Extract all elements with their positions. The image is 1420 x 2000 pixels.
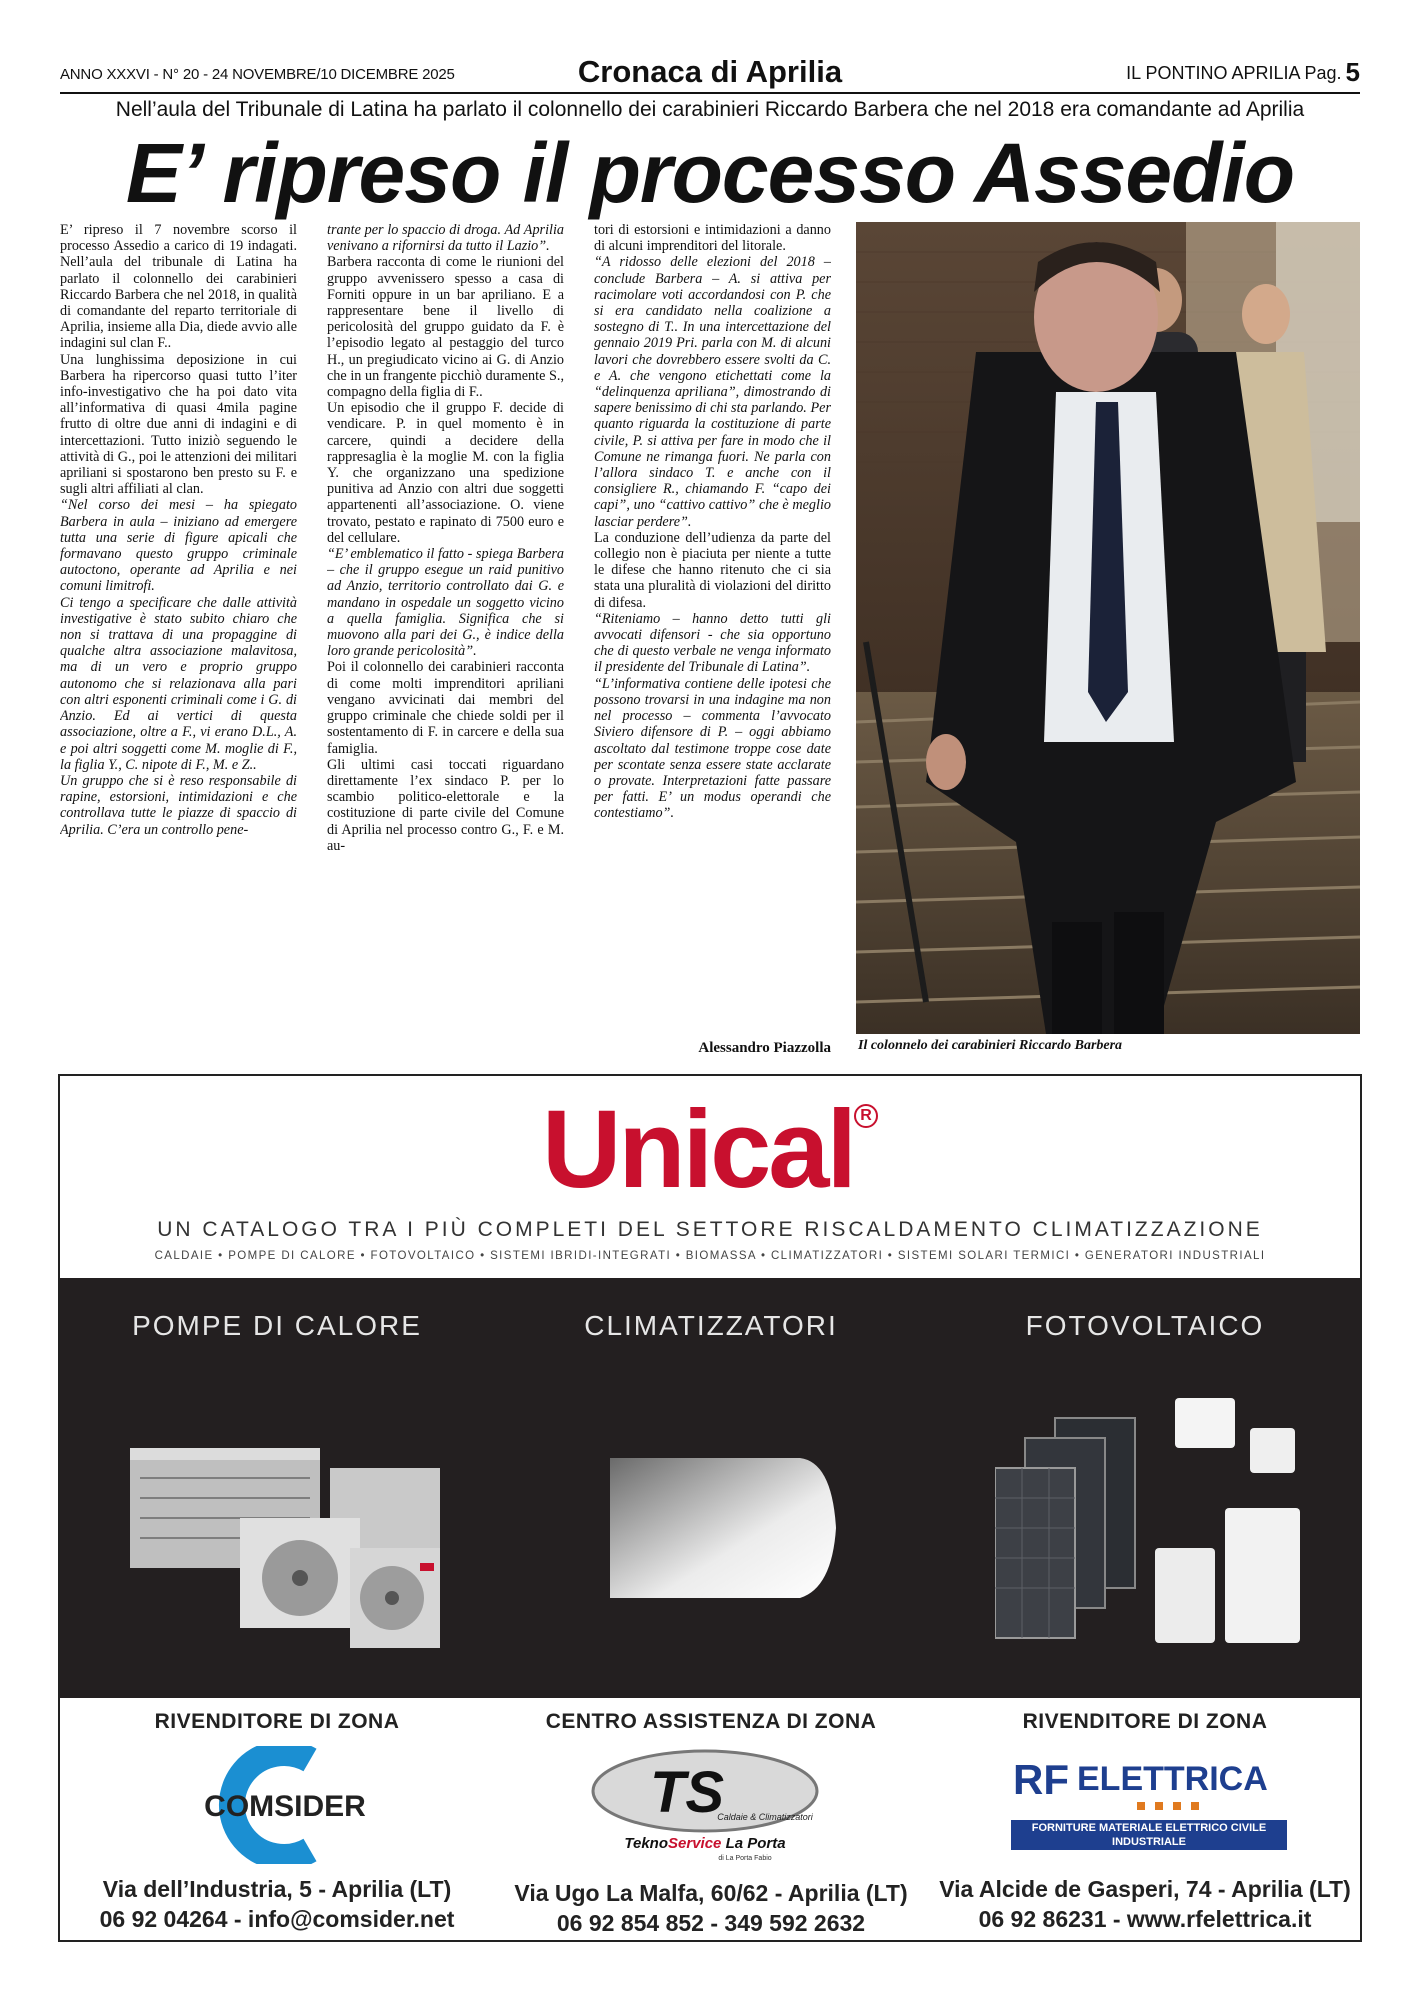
article-column-2 <box>327 222 564 1062</box>
rf-logo-text: ELETTRICA <box>1077 1760 1268 1798</box>
heat-pump-image <box>130 1398 450 1658</box>
article-paragraph: Gli ultimi casi toccati riguardano direttamente l’ex sindaco P. per lo scambio politico-elettorale e la costituzione di parte civile del Comune di Aprilia nel processo contro G., F. e M. au- <box>327 756 564 854</box>
dealer-address <box>60 1874 494 1934</box>
article-headline: E’ ripreso il processo Assedio <box>125 126 1295 220</box>
dealers-section <box>60 1698 1360 1942</box>
teknoservice-logo <box>575 1746 845 1866</box>
ts-logo-text: TS <box>649 1760 725 1825</box>
dealer-street: Via Alcide de Gasperi, 74 - Aprilia (LT) <box>939 1876 1351 1902</box>
article-paragraph: Poi il colonnello dei carabinieri racconta di come molti imprenditori apriliani vengano avvicinati dai membri del gruppo criminale che chiede soldi per il sostentamento di F. in carcere e della sua famiglia. <box>327 659 564 757</box>
article-paragraph: Un episodio che il gruppo F. decide di vendicare. P. in quel momento è in carcere, quindi a decidere della rappresaglia è la moglie M. con la figlia Y. che organizzano una spedizione punitiva ad Anzio con altri due soggetti appartenenti all’associazione. O. viene trovato, pestato e rapinato di 7500 euro e del cellulare. <box>327 400 564 546</box>
ad-categories: CALDAIE • POMPE DI CALORE • FOTOVOLTAICO • SISTEMI IBRIDI-INTEGRATI • BIOMASSA • CLIMATIZZATORI • SISTEMI SOLARI TERMICI • GENERATORI INDUSTRIALI <box>154 1250 1266 1262</box>
product-air-conditioners-title: CLIMATIZZATORI <box>584 1310 838 1341</box>
photovoltaic-image <box>995 1398 1315 1648</box>
dealer-contact: 06 92 04264 - info@comsider.net <box>99 1906 455 1932</box>
article-paragraph: “Nel corso dei mesi – ha spiegato Barbera in aula – iniziano ad emergere tutta una serie di figure apicali che formavano questo gruppo criminale autoctono, operante ad Aprilia e nei comuni limitrofi. <box>60 497 297 595</box>
unical-logo <box>60 1086 1360 1213</box>
ts-logo-sub: Caldaie & Climatizzatori <box>717 1812 813 1822</box>
article-paragraph: “E’ emblematico il fatto - spiega Barbera – che il gruppo esegue un raid punitivo ad Anzio, territorio controllato dai G. e mandano in ospedale un soggetto vicino a quella famiglia. Significa che si muovono alla pari dei G., è indice della loro grande pericolosità”. <box>327 546 564 660</box>
ad-tagline: UN CATALOGO TRA I PIÙ COMPLETI DEL SETTORE RISCALDAMENTO CLIMATIZZAZIONE <box>157 1218 1263 1241</box>
dealer-contact: 06 92 854 852 - 349 592 2632 <box>556 1910 866 1936</box>
article-paragraph: Barbera racconta di come le riunioni del gruppo avvenissero spesso a casa di Forniti oppure in un bar apriliano. E a rappresentare bene il livello di pericolosità del gruppo guidato da F. è l’episodio legato al pestaggio del turco H., un pregiudicato vicino ai G. di Anzio che in un frangente picchiò duramente S., compagno della figlia di F.. <box>327 254 564 401</box>
article-column-3 <box>594 222 831 1062</box>
article-paragraph: trante per lo spaccio di droga. Ad Aprilia venivano a rifornirsi da tutto il Lazio”. <box>327 222 564 255</box>
dealer-title: CENTRO ASSISTENZA DI ZONA <box>545 1710 877 1733</box>
article-paragraph: Un gruppo che si è reso responsabile di rapine, estorsioni, intimidazioni e che controllava tutte le piazze di spaccio di Aprilia. C’era un controllo pene- <box>60 772 297 838</box>
dealer-address <box>928 1874 1362 1934</box>
registered-mark: R <box>854 1104 878 1128</box>
comsider-logo <box>150 1746 420 1864</box>
article-kicker: Nell’aula del Tribunale di Latina ha parlato il colonnello dei carabinieri Riccardo Barbera che nel 2018 era comandante ad Aprilia <box>115 98 1305 121</box>
section-title: Cronaca di Aprilia <box>577 54 843 89</box>
article-paragraph: “Riteniamo – hanno detto tutti gli avvocati difensori - che sia opportuno che di questo verbale ne venga informato il presidente del Tribunale di Latina”. <box>594 610 831 676</box>
article-paragraph: tori di estorsioni e intimidazioni a danno di alcuni imprenditori del litorale. <box>594 222 831 255</box>
dealer-street: Via dell’Industria, 5 - Aprilia (LT) <box>102 1876 452 1902</box>
article-paragraph: “L’informativa contiene delle ipotesi che possono trovarsi in una indagine ma non nel processo – commenta l’avvocato Siviero difensore di P. – oggi abbiamo ascoltato dal testimone troppe cose date per scontate senza essere state acclarate o provate. Interpretazioni fatte passare per fatti. E’ un modus operandi che contestiamo”. <box>594 675 831 822</box>
article-paragraph: E’ ripreso il 7 novembre scorso il processo Assedio a carico di 19 indagati. Nell’aula del tribunale di Latina ha parlato il colonnello dei carabinieri Riccardo Barbera che nel 2018, in qualità di comandante del reparto territoriale di Aprilia, insieme alla Dia, diede avvio alle indagini sul clan F.. <box>60 222 297 352</box>
dealer-title: RIVENDITORE DI ZONA <box>154 1710 400 1733</box>
photo-illustration <box>856 222 1360 1034</box>
dealer-comsider <box>60 1710 494 1734</box>
paper-name: IL PONTINO APRILIA Pag. <box>1126 63 1342 83</box>
dealer-teknoservice <box>494 1710 928 1734</box>
dealer-address <box>494 1878 928 1938</box>
issue-line: ANNO XXXVI - N° 20 - 24 NOVEMBRE/10 DICEMBRE 2025 <box>60 66 455 83</box>
comsider-logo-text: COMSIDER <box>204 1790 366 1823</box>
article-paragraph: “A ridosso delle elezioni del 2018 – conclude Barbera – A. si attiva per racimolare voti accordandosi con P. che si era candidato nella coalizione a sostegno di T.. In una intercettazione del gennaio 2019 Pri. parla con M. di alcuni lavori che dovrebbero essere svolti da C. e A. che vengono etichettati come la “delinquenza apriliana”, dimostrando di sapere benissimo di chi sta parlando. Per quanto riguarda la costituzione di parte civile, P. si attiva per fare in modo che il Comune ne rimanga fuori. Ne parla con l’allora sindaco T. e anche con il consigliere R., chiamando F. “capo dei capi”, uno “cattivo cattivo” che è meglio lasciar perdere”. <box>594 254 831 530</box>
dealer-contact: 06 92 86231 - www.rfelettrica.it <box>978 1906 1312 1932</box>
article-paragraph: Ci tengo a specificare che dalle attività investigative è stato subito chiaro che non si trattava di una propaggine di qualche altra associazione malavitosa, ma di un vero e proprio gruppo autonomo che si relazionava alla pari con altri esponenti criminali come i G. di Anzio. Ed ai vertici di questa associazione, oltre a F., vi erano D.L., A. e poi altri soggetti come M. moglie di F., la figlia Y., C. nipote di F., M. e Z.. <box>60 594 297 773</box>
unical-brand: Unical <box>541 1088 855 1211</box>
air-conditioner-image <box>600 1438 840 1618</box>
article-photo <box>856 222 1360 1034</box>
product-heat-pumps-title: POMPE DI CALORE <box>132 1310 422 1341</box>
page-number: 5 <box>1345 57 1360 87</box>
product-photovoltaic-title: FOTOVOLTAICO <box>1025 1310 1265 1341</box>
rf-logo-mark: RF <box>1013 1756 1069 1803</box>
header-rule <box>60 92 1360 94</box>
dealer-street: Via Ugo La Malfa, 60/62 - Aprilia (LT) <box>514 1880 908 1906</box>
byline: Alessandro Piazzolla <box>698 1040 831 1056</box>
page-label <box>1126 57 1360 87</box>
article-paragraph: Una lunghissima deposizione in cui Barbera ha ripercorso quasi tutto l’iter info-investigativo che ha poi dato vita all’informativa di quasi 4mila pagine frutto di oltre due anni di indagini e di intercettazioni. Tutto iniziò seguendo le attività di G., poi le attenzioni dei militari apriliani si spostarono ben presto su F. e sugli altri affiliati al clan. <box>60 351 297 498</box>
product-panel <box>60 1278 1360 1698</box>
dealer-title: RIVENDITORE DI ZONA <box>1022 1710 1268 1733</box>
ts-logo-small: di La Porta Fabio <box>718 1855 772 1862</box>
photo-caption: Il colonnelo dei carabinieri Riccardo Barbera <box>858 1038 1123 1053</box>
unical-advertisement <box>58 1074 1362 1942</box>
ts-logo-name: TeknoService La Porta <box>624 1835 786 1852</box>
article-column-1 <box>60 222 297 1062</box>
dealer-rfelettrica <box>928 1710 1362 1734</box>
article-paragraph: La conduzione dell’udienza da parte del collegio non è piaciuta per niente a tutte le difese che hanno ritenuto che ci sia stata una pluralità di violazioni del diritto di difesa. <box>594 529 831 611</box>
rf-logo-band: FORNITURE MATERIALE ELETTRICO CIVILE INDUSTRIALE <box>1031 1822 1267 1848</box>
